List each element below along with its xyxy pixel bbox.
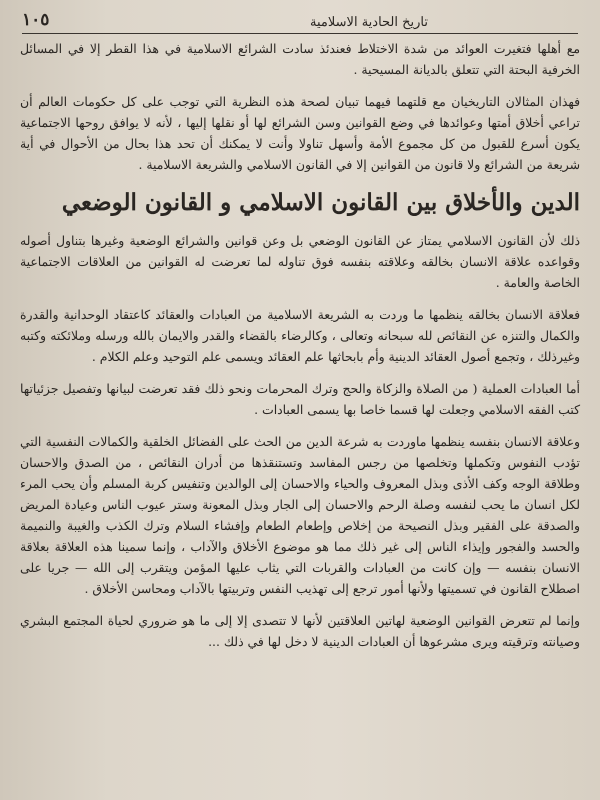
paragraph: أما العبادات العملية ( من الصلاة والزكاة والحج وترك المحرمات ونحو ذلك فقد تعرضت لبيانها وتفصيل جزئياتها كتب الفقه الاسلامي وجعلت لها قسما خاصا بها يسمى العبادات . — [20, 381, 580, 417]
running-title: تاريخ الحادية الاسلامية — [310, 15, 428, 30]
paragraph: وإنما لم تتعرض القوانين الوضعية لهاتين العلاقتين لأنها لا تتصدى إلا إلى ما هو ضروري لحياة المجتمع البشري وصيانته وترقيته ويرى مشرعوها أن العبادات الدينية لا دخل لها في ذلك ... — [20, 613, 580, 649]
paragraph: فعلاقة الانسان بخالقه ينظمها ما وردت به الشريعة الاسلامية من العبادات والعقائد كاعتقاد الوحدانية والقدرة والكمال والتنزه عن النقائص لله سبحانه وتعالى ، وكالرضاء بالقضاء والقدر والايمان بالله ورسله وملائكته وكتبه وغيرذلك ، وتجمع أصول العقائد الدينية وأم بابحاثها علم العقائد ويسمى علم التوحيد وعلم الكلام . — [20, 307, 580, 364]
paragraph: ذلك لأن القانون الاسلامي يمتاز عن القانون الوضعي بل وعن قوانين والشرائع الوضعية وغيرها بتناول أصوله وقواعده علاقة الانسان بخالقه وعلاقته بنفسه فوق تناوله لما تعرضت له القوانين من العلاقات الاجتماعية الخاصة والعامة . — [20, 233, 580, 290]
page-header — [22, 4, 578, 34]
paragraph: مع أهلها فتغيرت العوائد من شدة الاختلاط فعندئذ سادت الشرائع الاسلامية في هذا القطر إلا في المسائل الخرفية البحتة التي تتعلق بالديانة المسيحية . — [20, 41, 580, 77]
paragraph: فهذان المثالان التاريخيان مع قلتهما فيهما تبيان لصحة هذه النظرية التي توجب على كل حكومات العالم أن تراعي أخلاق أمتها وعوائدها في وضع القوانين وسن الشرائع لها أو نقلها إليها ، لأنه لا يوافق روحها الاجتماعية يكون أسرع للقبول من كل مجموع الأمة وأسهل تناولا وأنت لا يمكنك أن تحد هذا بحال من الأحوال في أية شريعة من الشرائع ولا قانون من القوانين إلا في القانون الاسلامي والشريعة الاسلامية . — [20, 94, 580, 172]
paragraph: وعلاقة الانسان بنفسه ينظمها ماوردت به شرعة الدين من الحث على الفضائل الخلقية والكمالات النفسية التي تؤدب النفوس وتكملها وتخلصها من رجس المفاسد وتستنقذها من أدران النقائص ، من الصدق والاحسان وطلاقة الوجه وكف الأذى وبذل المعروف والحياء والاحسان إلى الوالدين وتنفيس كربة المسلم وأن يحب المرء لكل انسان ما يحب لنفسه وصلة الرحم والاحسان إلى الجار وبذل المعونة وستر عيوب الناس وعيادة المريض والصدقة على الفقير وبذل النصيحة من إخلاص وإطعام الطعام وإفشاء السلام وترك الكذب والغيبة والنميمة والحسد والفجور وإيذاء الناس إلى غير ذلك مما هو موضوع الأخلاق والآداب ، وإنما سمينا هذه العلاقة بعلاقة الانسان بنفسه — وإن كانت من العبادات والقربات التي يثاب عليها المؤمن ويتقرب إلى الله — جريا على اصطلاح القانون في تسميتها ولأنها أمور ترجع إلى تهذيب النفس وتربيتها بالآداب ومحاسن الأخلاق . — [20, 434, 580, 596]
section-heading: الدين والأخلاق بين القانون الاسلامي و القانون الوضعي — [61, 189, 580, 216]
page-number: ١٠٥ — [22, 10, 50, 30]
page-body — [20, 38, 580, 663]
